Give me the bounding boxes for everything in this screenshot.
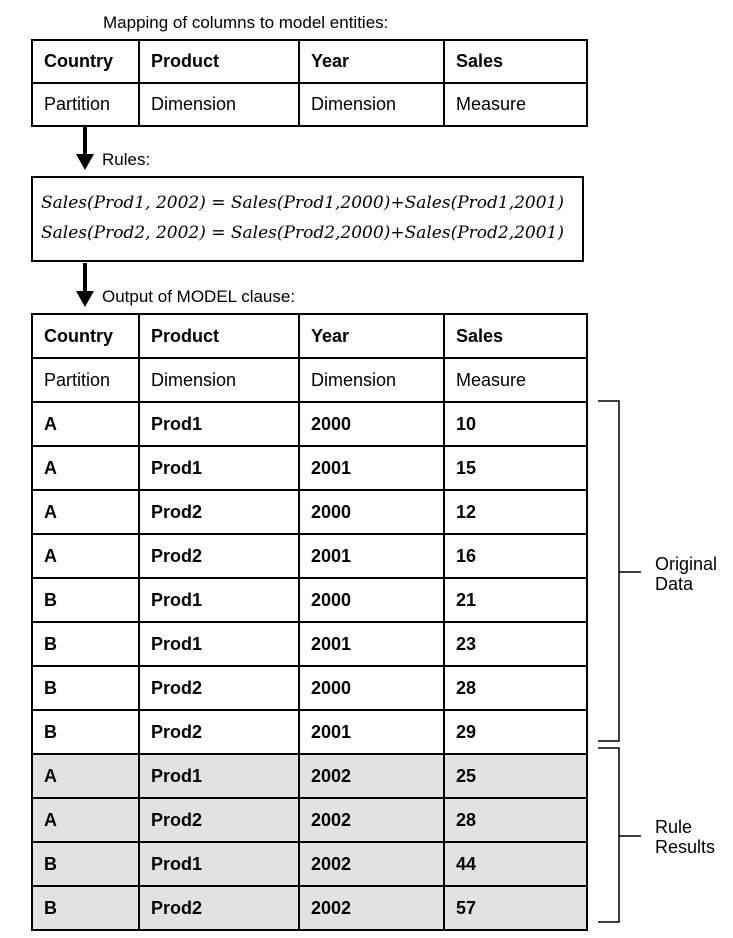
cell-product: Prod2 [139, 666, 299, 710]
cell-product: Prod1 [139, 842, 299, 886]
cell-year: 2000 [299, 578, 444, 622]
cell-year: 2002 [299, 798, 444, 842]
output-role-country: Partition [32, 358, 139, 402]
output-role-sales: Measure [444, 358, 587, 402]
cell-sales: 12 [444, 490, 587, 534]
mapping-header-year: Year [299, 40, 444, 83]
cell-year: 2001 [299, 534, 444, 578]
cell-year: 2002 [299, 842, 444, 886]
mapping-role-product: Dimension [139, 83, 299, 126]
cell-country: A [32, 534, 139, 578]
cell-country: A [32, 798, 139, 842]
output-header-year: Year [299, 314, 444, 358]
cell-product: Prod1 [139, 578, 299, 622]
cell-sales: 44 [444, 842, 587, 886]
original-data-label [655, 554, 717, 594]
cell-product: Prod2 [139, 534, 299, 578]
original-label-line1: Original [655, 554, 718, 574]
cell-country: A [32, 754, 139, 798]
cell-year: 2001 [299, 446, 444, 490]
cell-country: B [32, 622, 139, 666]
cell-sales: 25 [444, 754, 587, 798]
cell-product: Prod2 [139, 886, 299, 930]
mapping-header-product: Product [139, 40, 299, 83]
output-header-product: Product [139, 314, 299, 358]
cell-sales: 21 [444, 578, 587, 622]
cell-year: 2001 [299, 622, 444, 666]
mapping-header-country: Country [32, 40, 139, 83]
original-data-bracket [598, 401, 619, 741]
rule-results-label [655, 817, 715, 857]
cell-year: 2001 [299, 710, 444, 754]
cell-country: B [32, 710, 139, 754]
cell-sales: 28 [444, 666, 587, 710]
cell-product: Prod2 [139, 490, 299, 534]
cell-sales: 10 [444, 402, 587, 446]
cell-country: B [32, 578, 139, 622]
cell-year: 2000 [299, 490, 444, 534]
output-header-sales: Sales [444, 314, 587, 358]
cell-country: B [32, 842, 139, 886]
cell-country: A [32, 402, 139, 446]
rule-label-line1: Rule [655, 817, 693, 837]
cell-year: 2000 [299, 402, 444, 446]
cell-country: A [32, 490, 139, 534]
output-role-year: Dimension [299, 358, 444, 402]
output-role-product: Dimension [139, 358, 299, 402]
cell-product: Prod2 [139, 798, 299, 842]
cell-sales: 16 [444, 534, 587, 578]
rule-label-line2: Results [655, 837, 716, 857]
cell-product: Prod1 [139, 622, 299, 666]
cell-sales: 15 [444, 446, 587, 490]
cell-country: A [32, 446, 139, 490]
rule-line-1: Sales(Prod1, 2002) = Sales(Prod1,2000)+Sales(Prod1,2001) [41, 193, 564, 213]
output-header-country: Country [32, 314, 139, 358]
mapping-role-year: Dimension [299, 83, 444, 126]
cell-year: 2000 [299, 666, 444, 710]
cell-country: B [32, 886, 139, 930]
cell-year: 2002 [299, 754, 444, 798]
cell-sales: 28 [444, 798, 587, 842]
mapping-header-sales: Sales [444, 40, 587, 83]
mapping-role-sales: Measure [444, 83, 587, 126]
cell-product: Prod2 [139, 710, 299, 754]
mapping-role-country: Partition [32, 83, 139, 126]
output-caption: Output of MODEL clause: [102, 287, 296, 306]
cell-product: Prod1 [139, 754, 299, 798]
cell-sales: 29 [444, 710, 587, 754]
cell-sales: 57 [444, 886, 587, 930]
original-label-line2: Data [655, 574, 694, 594]
mapping-caption: Mapping of columns to model entities: [103, 13, 389, 32]
rule-results-bracket [598, 748, 619, 922]
cell-sales: 23 [444, 622, 587, 666]
rules-caption: Rules: [102, 150, 151, 169]
cell-country: B [32, 666, 139, 710]
rule-line-2: Sales(Prod2, 2002) = Sales(Prod2,2000)+Sales(Prod2,2001) [41, 223, 564, 243]
cell-year: 2002 [299, 886, 444, 930]
cell-product: Prod1 [139, 446, 299, 490]
cell-product: Prod1 [139, 402, 299, 446]
